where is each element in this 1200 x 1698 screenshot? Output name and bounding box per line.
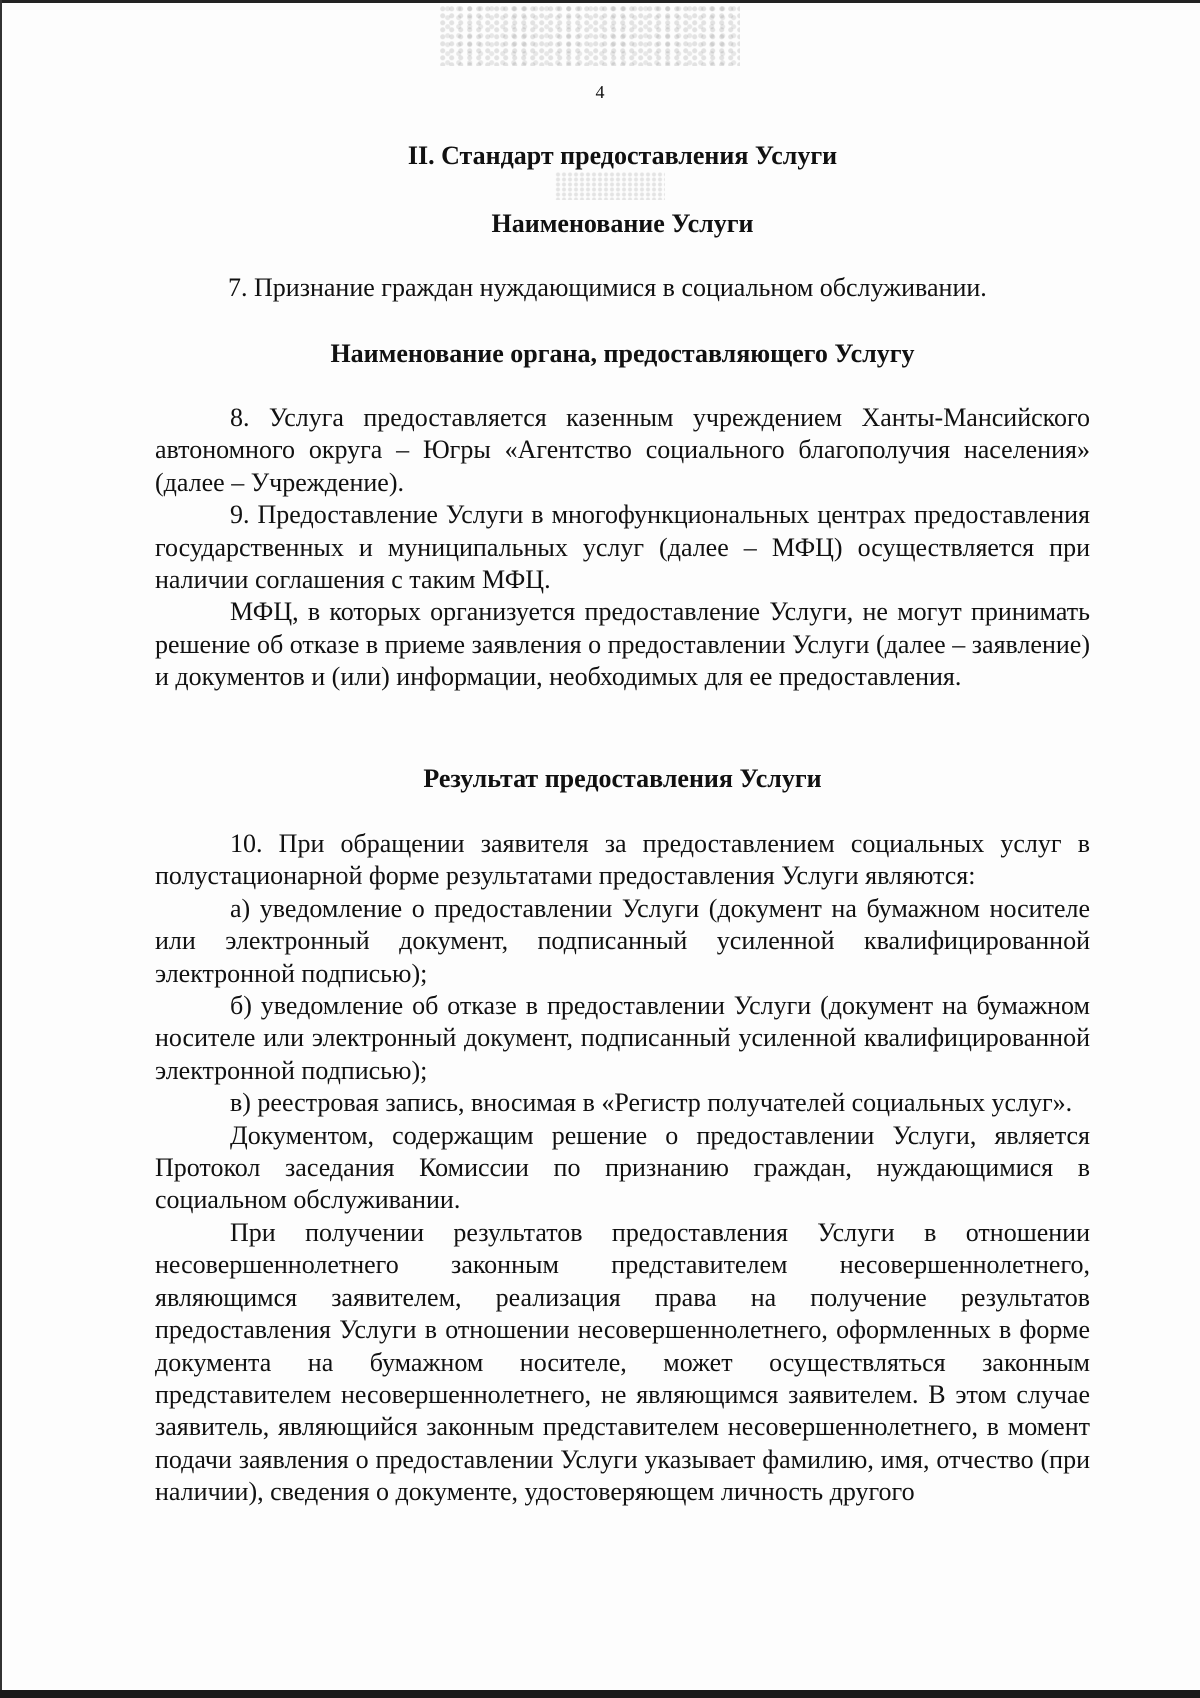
scan-stamp-noise [440, 6, 740, 66]
section-title: II. Стандарт предоставления Услуги [407, 141, 838, 170]
paragraph-minor-results: При получении результатов предоставления Услуги в отношении несовершеннолетнего законным представителем несовершеннолетнего, являющимся заявителем, реализация права на получение результатов предоставления Услуги в отношении несовершеннолетнего, оформленных в форме документа на бумажном носителе, может осуществляться законным представителем несовершеннолетнего, не являющимся заявителем. В этом случае заявитель, являющийся законным представителем несовершеннолетнего, в момент подачи заявления о предоставлении Услуги указывает фамилию, имя, отчество (при наличии), сведения о документе, удостоверяющем личность другого [155, 1217, 1090, 1507]
heading-service-result: Результат предоставления Услуги [423, 764, 822, 793]
paragraph-7: 7. Признание граждан нуждающимися в социальном обслуживании. [228, 273, 987, 302]
paragraph-8: 8. Услуга предоставляется казенным учреждением Ханты-Мансийского автономного округа – Югры «Агентство социального благополучия населения» (далее – Учреждение). [155, 403, 1090, 497]
scan-stamp-noise-small [555, 172, 665, 200]
paragraph-10a: а) уведомление о предоставлении Услуги (документ на бумажном носителе или электронный документ, подписанный усиленной квалифицированной электронной подписью); [155, 893, 1090, 988]
paragraph-9: 9. Предоставление Услуги в многофункциональных центрах предоставления государственных и муниципальных услуг (далее – МФЦ) осуществляется при наличии соглашения с таким МФЦ. [155, 500, 1090, 595]
paragraph-protocol: Документом, содержащим решение о предоставлении Услуги, является Протокол заседания Комиссии по признанию граждан, нуждающимися в социальном обслуживании. [155, 1120, 1090, 1215]
heading-service-name: Наименование Услуги [491, 209, 754, 238]
paragraph-10: 10. При обращении заявителя за предоставлением социальных услуг в полустационарной форме результатами предоставления Услуги являются: [155, 829, 1090, 891]
paragraph-10c: в) реестровая запись, вносимая в «Регистр получателей социальных услуг». [230, 1088, 1073, 1118]
heading-service-provider: Наименование органа, предоставляющего Услугу [330, 339, 915, 368]
scan-left-edge [0, 0, 2, 1698]
paragraph-mfc: МФЦ, в которых организуется предоставление Услуги, не могут принимать решение об отказе в приеме заявления о предоставлении Услуги (далее – заявление) и документов и (или) информации, необходимых для ее предоставления. [155, 597, 1090, 692]
paragraph-10b: б) уведомление об отказе в предоставлении Услуги (документ на бумажном носителе или электронный документ, подписанный усиленной квалифицированной электронной подписью); [155, 991, 1090, 1085]
page-number: 4 [595, 82, 605, 102]
scan-top-edge [0, 0, 1200, 3]
provider-paragraphs [155, 402, 1090, 694]
scan-bottom-edge [0, 1690, 1200, 1698]
result-paragraphs [155, 828, 1090, 1509]
